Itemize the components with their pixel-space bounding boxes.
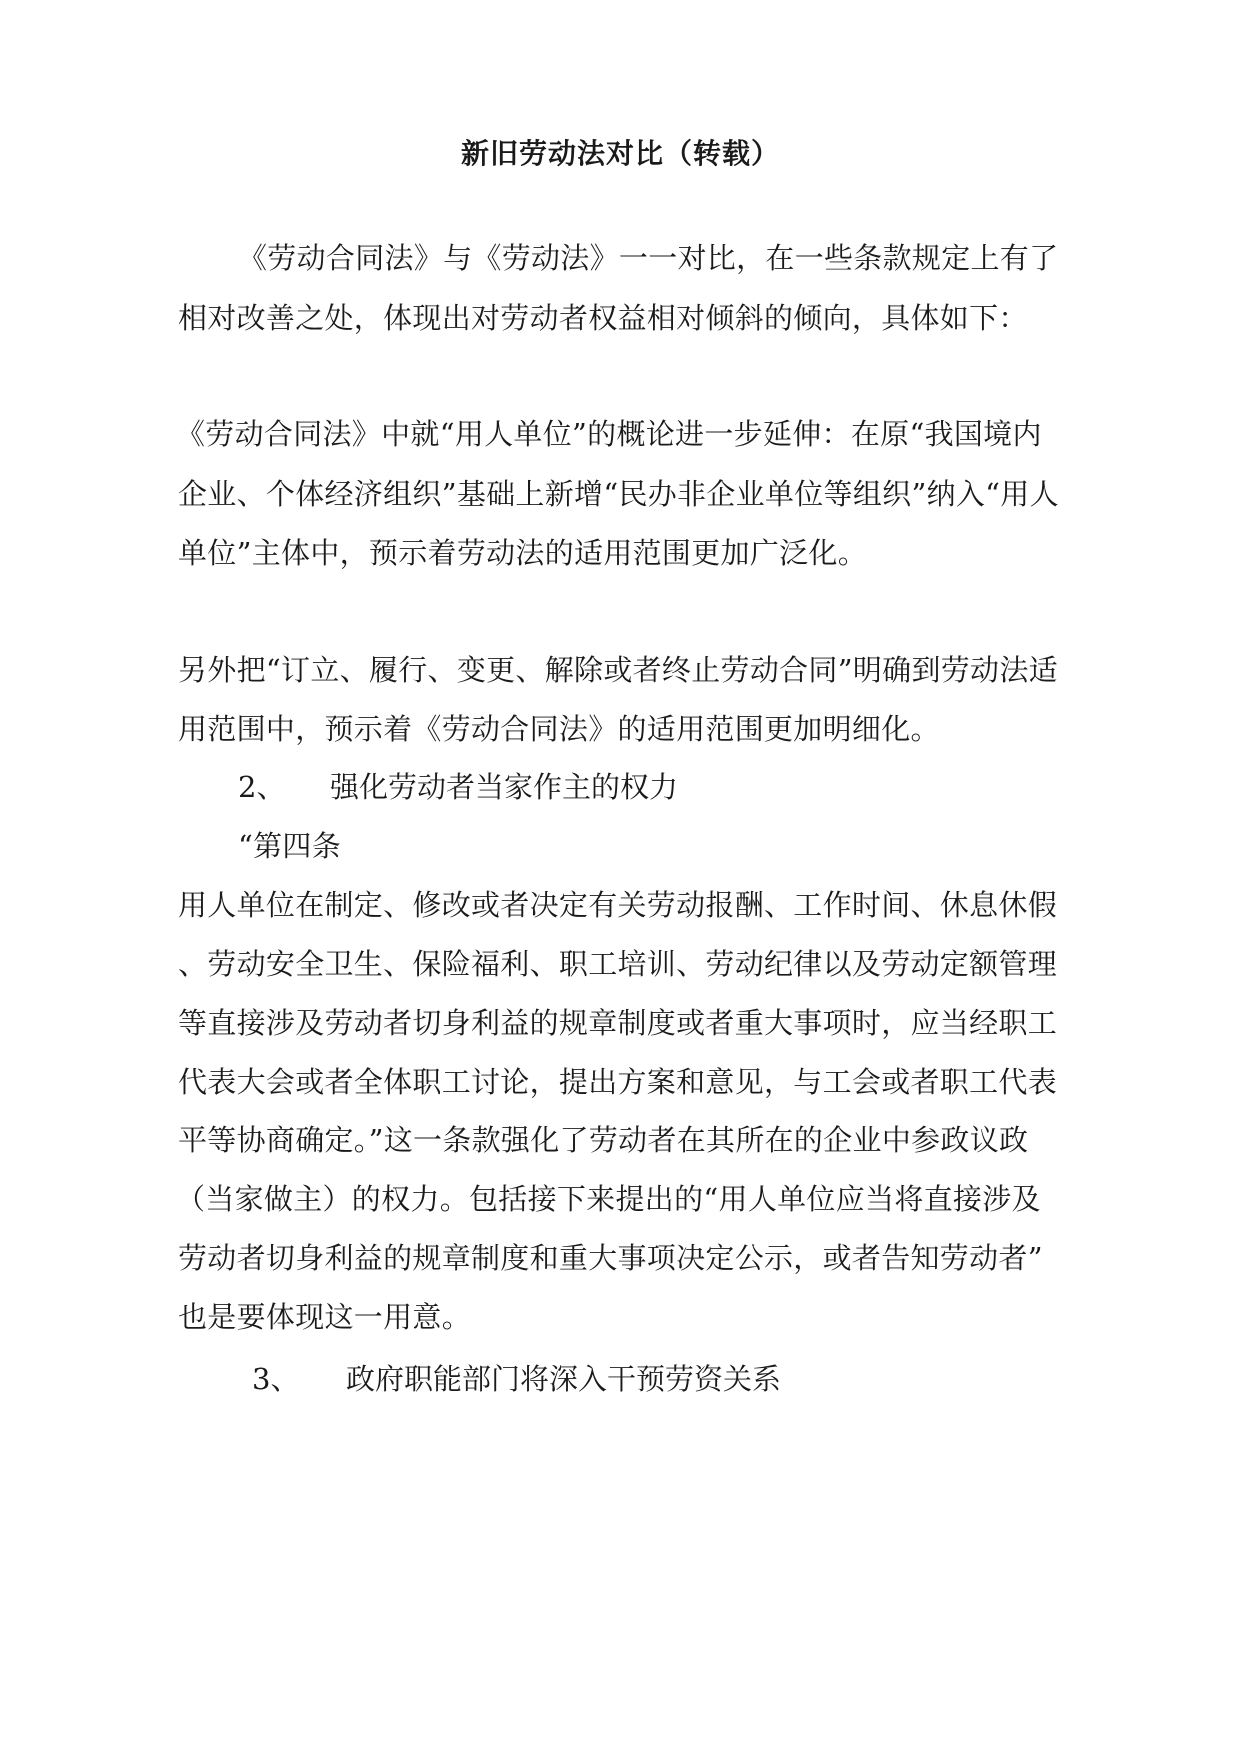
document-title: 新旧劳动法对比（转载） (460, 137, 780, 170)
paragraph-1-line-1: 《劳动合同法》与《劳动法》一一对比，在一些条款规定上有了 (238, 241, 1059, 275)
paragraph-2-line-3: 单位”主体中，预示着劳动法的适用范围更加广泛化。 (178, 536, 868, 570)
paragraph-2-line-2: 企业、个体经济组织”基础上新增“民办非企业单位等组织”纳入“用人 (178, 477, 1059, 511)
paragraph-3-line-2: 用范围中，预示着《劳动合同法》的适用范围更加明细化。 (178, 712, 940, 746)
item-3-heading: 政府职能部门将深入干预劳资关系 (346, 1362, 782, 1396)
item-2-number: 2、 (238, 770, 286, 804)
paragraph-4-line-2: 、劳动安全卫生、保险福利、职工培训、劳动纪律以及劳动定额管理 (178, 947, 1058, 981)
paragraph-1-line-2: 相对改善之处，体现出对劳动者权益相对倾斜的倾向，具体如下： (178, 301, 1028, 335)
paragraph-4-line-1: 用人单位在制定、修改或者决定有关劳动报酬、工作时间、休息休假 (178, 888, 1058, 922)
paragraph-4-line-4: 代表大会或者全体职工讨论，提出方案和意见，与工会或者职工代表 (178, 1065, 1058, 1099)
paragraph-4-line-3: 等直接涉及劳动者切身利益的规章制度或者重大事项时，应当经职工 (178, 1006, 1058, 1040)
item-2-heading: 强化劳动者当家作主的权力 (330, 770, 679, 804)
paragraph-2-line-1: 《劳动合同法》中就“用人单位”的概论进一步延伸：在原“我国境内 (176, 417, 1042, 451)
paragraph-4-line-6: （当家做主）的权力。包括接下来提出的“用人单位应当将直接涉及 (176, 1182, 1041, 1216)
paragraph-4-line-8: 也是要体现这一用意。 (178, 1300, 472, 1334)
paragraph-3-line-1: 另外把“订立、履行、变更、解除或者终止劳动合同”明确到劳动法适 (178, 653, 1058, 687)
item-3-number: 3、 (252, 1362, 300, 1396)
paragraph-4-line-7: 劳动者切身利益的规章制度和重大事项决定公示，或者告知劳动者” (178, 1241, 1043, 1275)
article-4-label: “第四条 (238, 829, 342, 863)
paragraph-4-line-5: 平等协商确定。”这一条款强化了劳动者在其所在的企业中参政议政 (178, 1123, 1029, 1157)
